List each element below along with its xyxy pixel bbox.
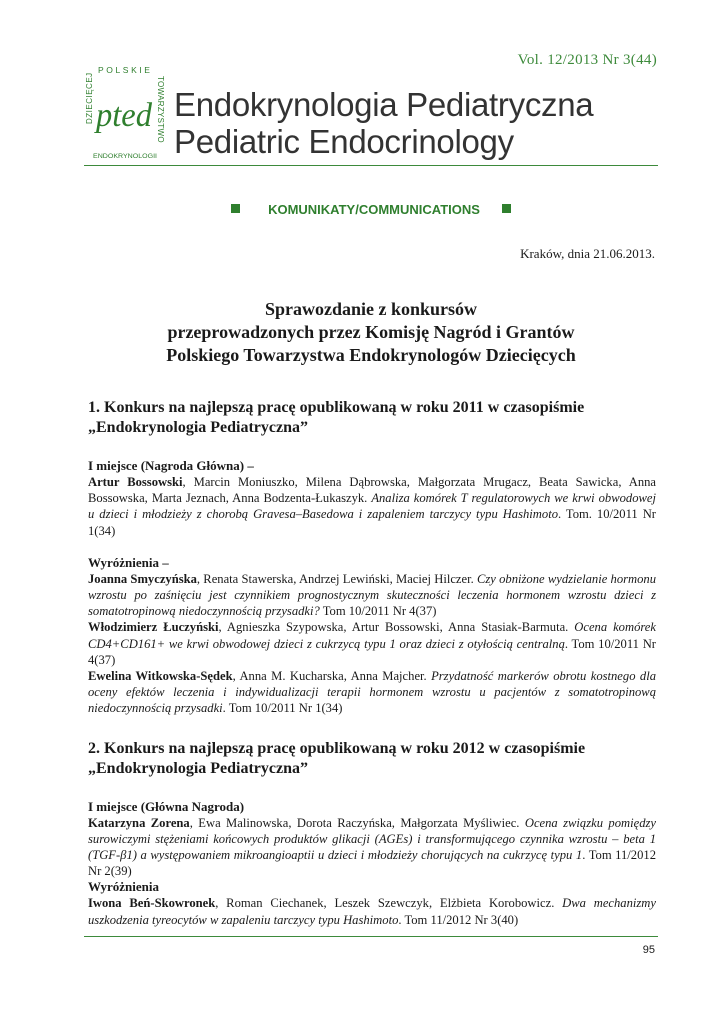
logo-bottom-text: ENDOKRYNOLOGII: [93, 153, 158, 160]
volume-label: Vol. 12/2013 Nr 3(44): [517, 52, 657, 68]
section-banner-label: KOMUNIKATY/COMMUNICATIONS: [268, 202, 480, 217]
logo-top-text: POLSKIE: [98, 65, 153, 75]
section-2-first-place-label: I miejsce (Główna Nagroda): [88, 798, 245, 814]
page-number: 95: [642, 944, 655, 956]
section-1-heading: 1. Konkurs na najlepszą pracę opublikowaną w roku 2011 w czasopiśmie „Endokrynologia Pediatryczna”: [88, 399, 585, 436]
journal-title: [174, 86, 593, 160]
document-date: Kraków, dnia 21.06.2013.: [520, 246, 655, 261]
award-entry: Ewelina Witkowska-Sędek, Anna M. Kucharska, Anna Majcher. Przydatność markerów obrotu kostnego dla oceny efektów leczenia i indywidualizacji terapii hormonem wzrostu u pacjentów z somatotropinową niedoczynnością przysadki. Tom 10/2011 Nr 1(34): [88, 669, 656, 716]
logo-left-text: DZIECIĘCEJ: [85, 72, 94, 124]
report-body: [88, 398, 656, 928]
award-entry: Włodzimierz Łuczyński, Agnieszka Szypowska, Artur Bossowski, Anna Stasiak-Barmuta. Ocena komórek CD4+CD161+ we krwi obwodowej dzieci z cukrzycą typu 1 oraz dzieci z otyłością centralną. Tom 10/2011 Nr 4(37): [88, 620, 656, 667]
report-title: [84, 298, 658, 367]
award-entry: Artur Bossowski, Marcin Moniuszko, Milena Dąbrowska, Małgorzata Mrugacz, Beata Sawicka, Anna Bossowska, Marta Jeznach, Anna Bodzenta-Łukaszyk. Analiza komórek T regulatorowych we krwi obwodowej u dzieci i młodzieży z chorobą Gravesa–Basedowa i zapaleniem tarczycy typu Hashimoto. Tom. 10/2011 Nr 1(34): [88, 475, 657, 538]
section-1-distinctions-label: Wyróżnienia –: [88, 554, 169, 570]
journal-title-en: Pediatric Endocrinology: [174, 123, 514, 160]
logo-right-text: TOWARZYSTWO: [156, 76, 165, 143]
square-bullet-icon: [231, 204, 240, 213]
report-title-line: przeprowadzonych przez Komisję Nagród i Grantów: [167, 322, 575, 342]
square-bullet-icon: [502, 204, 511, 213]
report-title-line: Polskiego Towarzystwa Endokrynologów Dziecięcych: [166, 345, 576, 365]
section-2-heading: 2. Konkurs na najlepszą pracę opublikowaną w roku 2012 w czasopiśmie „Endokrynologia Pediatryczna”: [88, 739, 586, 777]
footer-rule: [84, 936, 658, 937]
award-entry: Iwona Beń-Skowronek, Roman Ciechanek, Leszek Szewczyk, Elżbieta Korobowicz. Dwa mechanizmy uszkodzenia tyreocytów w zapaleniu tarczycy typu Hashimoto. Tom 11/2012 Nr 3(40): [88, 896, 656, 927]
award-entry: Joanna Smyczyńska, Renata Stawerska, Andrzej Lewiński, Maciej Hilczer. Czy obniżone wydzielanie hormonu wzrostu po zaśnięciu jest czynnikiem prognostycznym skuteczności leczenia hormonem wzrostu dzieci z somatotropinową niedoczynnością przysadki? Tom 10/2011 Nr 4(37): [88, 571, 657, 619]
section-1-first-place-label: I miejsce (Nagroda Główna) –: [88, 458, 254, 473]
report-title-line: Sprawozdanie z konkursów: [264, 299, 478, 319]
section-2-distinctions-label: Wyróżnienia: [88, 879, 160, 895]
ptted-logo: [84, 64, 170, 160]
award-entry: Katarzyna Zorena, Ewa Malinowska, Dorota Raczyńska, Małgorzata Myśliwiec. Ocena związku pomiędzy surowiczymi stężeniami końcowych produktów glikacji (AGEs) i transformującego czynnika wzrostu – beta 1 (TGF-β1) a występowaniem mikroangioaptii u dzieci i młodzieży chorujących na cukrzycę typu 1. Tom 11/2012 Nr 2(39): [88, 815, 656, 879]
journal-title-pl: Endokrynologia Pediatryczna: [174, 86, 594, 123]
section-banner: [84, 202, 658, 217]
logo-monogram: pted: [94, 97, 153, 134]
header-rule: [84, 165, 658, 166]
